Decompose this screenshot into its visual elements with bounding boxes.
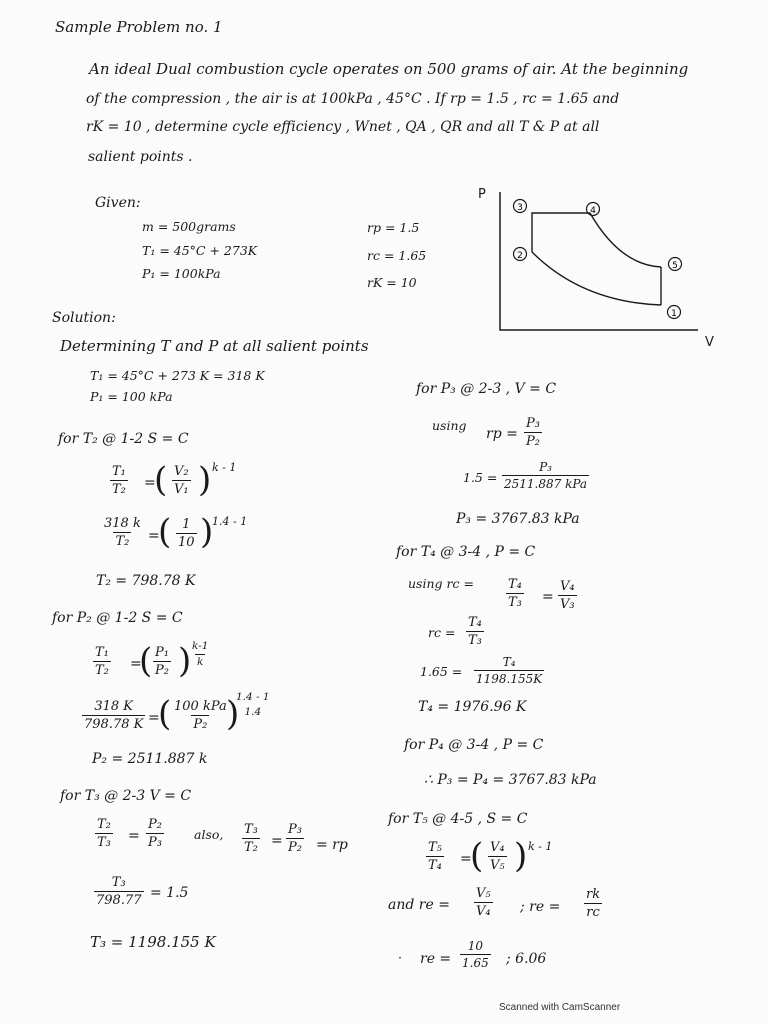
- t1-calc: T₁ = 45°C + 273 K = 318 K: [90, 368, 265, 383]
- t2-frac-2: $\frac{\text{V₂}}{\text{V₁}}$: [174, 464, 189, 497]
- p2-exponent: $\frac{k-1}{k}$: [192, 640, 209, 668]
- t5-re-label-2: ·: [398, 950, 402, 965]
- t2-paren-close: ): [198, 460, 212, 500]
- t4-rc-label: rc =: [428, 625, 456, 640]
- t2-paren-open-2: (: [158, 512, 172, 552]
- p2-frac-4: 100 kPa P₂: [174, 699, 227, 732]
- p2-frac-1: $\frac{\text{T₁}}{\text{T₂}}$: [95, 645, 109, 678]
- given-p1: P₁ = 100kPa: [142, 266, 221, 281]
- p4-result: ∴ P₃ = P₄ = 3767.83 kPa: [424, 772, 597, 788]
- p2-paren-open-2: (: [158, 694, 172, 734]
- p2-paren-open: (: [139, 641, 153, 681]
- t3-also: also,: [194, 827, 224, 842]
- axis-p-label: P: [478, 187, 486, 202]
- t5-frac-2: $\frac{\text{V₄}}{\text{V₅}}$: [490, 840, 505, 873]
- problem-line-1: An ideal Dual combustion cycle operates on 500 grams of air. At the beginning: [89, 60, 689, 78]
- pv-heat-addition: [532, 213, 590, 252]
- p3-heading: for P₃ @ 2-3 , V = C: [416, 381, 557, 397]
- p2-paren-close: ): [178, 641, 192, 681]
- t3-frac-2: $\frac{\text{P₂}}{\text{P₃}}$: [148, 817, 162, 850]
- t2-frac-1: $\frac{\text{T₁}}{\text{T₂}}$: [112, 464, 126, 497]
- t5-paren-close: ): [514, 836, 528, 876]
- given-rc: rc = 1.65: [367, 248, 427, 263]
- pv-compression: [532, 252, 661, 305]
- problem-line-2: of the compression , the air is at 100kPa , 45°C . If rp = 1.5 , rc = 1.65 and: [86, 91, 620, 107]
- t4-heading: for T₄ @ 3-4 , P = C: [396, 544, 536, 560]
- t3-frac-4: $\frac{\text{P₃}}{\text{P₂}}$: [288, 822, 302, 855]
- t2-frac-4: $\frac{1}{10}$: [178, 517, 195, 550]
- p2-heading: for P₂ @ 1-2 S = C: [52, 610, 183, 626]
- t5-frac-3: $\frac{\text{V₅}}{\text{V₄}}$: [476, 886, 491, 919]
- p1-calc: P₁ = 100 kPa: [90, 389, 173, 404]
- t2-paren-open: (: [154, 460, 168, 500]
- t2-result: T₂ = 798.78 K: [96, 573, 196, 589]
- t5-result: ; 6.06: [506, 951, 547, 967]
- p3-rp-label: rp =: [486, 426, 518, 442]
- pv-diagram: [470, 180, 730, 350]
- page-title: Sample Problem no. 1: [55, 18, 223, 36]
- t5-paren-open: (: [470, 836, 484, 876]
- t3-eq: =: [128, 828, 140, 844]
- problem-line-3: rK = 10 , determine cycle efficiency , Wnet , QA , QR and all T & P at all: [86, 119, 600, 135]
- state-point-4: [587, 203, 600, 217]
- t4-frac-2: $\frac{\text{V₄}}{\text{V₃}}$: [560, 579, 575, 612]
- t3-heading: for T₃ @ 2-3 V = C: [60, 788, 192, 804]
- t4-eq-2: 1.65 =: [420, 664, 463, 679]
- t2-eq-2: =: [148, 528, 160, 544]
- t5-re-label-3: re =: [420, 951, 452, 967]
- p4-heading: for P₄ @ 3-4 , P = C: [404, 737, 544, 753]
- p3-frac-1: $\frac{\text{P₃}}{\text{P₂}}$: [526, 416, 540, 449]
- t5-eq: =: [460, 851, 472, 867]
- given-label: Given:: [95, 195, 141, 211]
- svg-text:5: 5: [672, 261, 678, 271]
- given-rk: rK = 10: [367, 275, 417, 290]
- t4-frac-3: $\frac{\text{T₄}}{\text{T₃}}$: [468, 615, 482, 648]
- p2-exponent-2: 1.4 - 1 1.4: [236, 691, 270, 718]
- t3-frac-1: $\frac{\text{T₂}}{\text{T₃}}$: [97, 817, 111, 850]
- t3-frac-3: $\frac{\text{T₃}}{\text{T₂}}$: [244, 822, 258, 855]
- t4-eq: =: [542, 589, 554, 605]
- svg-text:3: 3: [517, 203, 523, 213]
- p3-result: P₃ = 3767.83 kPa: [456, 511, 580, 527]
- svg-text:1: 1: [671, 309, 677, 319]
- p2-result: P₂ = 2511.887 k: [92, 751, 208, 767]
- state-point-1: [668, 306, 681, 320]
- pv-expansion: [590, 213, 661, 267]
- p3-using: using: [432, 418, 467, 433]
- t5-heading: for T₅ @ 4-5 , S = C: [388, 811, 528, 827]
- t3-eq-2: =: [271, 833, 283, 849]
- t4-frac-1: $\frac{\text{T₄}}{\text{T₃}}$: [508, 577, 522, 610]
- t2-frac-3: $\frac{318 k}{\text{T₂}}$: [104, 516, 141, 549]
- t2-heading: for T₂ @ 1-2 S = C: [58, 431, 189, 447]
- t5-re-label: ; re =: [520, 899, 561, 915]
- given-mass: m = 500grams: [142, 219, 236, 234]
- state-point-2: [514, 248, 527, 262]
- given-t1: T₁ = 45°C + 273K: [142, 243, 258, 258]
- scanner-footer: Scanned with CamScanner: [499, 1002, 621, 1013]
- p3-frac-2: P₃ 2511.887 kPa: [504, 460, 588, 491]
- t4-frac-4: $\frac{\text{T₄}}{1198.155K}$: [476, 655, 543, 686]
- p2-frac-2: $\frac{\text{P₁}}{\text{P₂}}$: [155, 645, 169, 678]
- t4-result: T₄ = 1976.96 K: [418, 699, 527, 715]
- t5-and-re: and re =: [388, 897, 450, 913]
- state-point-5: [669, 258, 682, 272]
- t5-frac-5: $\frac{10}{1.65}$: [462, 939, 489, 970]
- t5-frac-1: $\frac{\text{T₅}}{\text{T₄}}$: [428, 840, 442, 873]
- t3-equals-value: = 1.5: [150, 885, 189, 901]
- t5-frac-4: $\frac{rk}{rc}$: [586, 887, 601, 920]
- axis-v-label: V: [705, 335, 714, 350]
- solution-heading: Determining T and P at all salient points: [60, 337, 369, 355]
- solution-label: Solution:: [52, 310, 116, 326]
- t2-paren-close-2: ): [200, 512, 214, 552]
- p2-eq: =: [130, 656, 142, 672]
- p2-eq-2: =: [148, 710, 160, 726]
- p2-frac-3: $\frac{318 K}{798.78 K}$: [84, 699, 144, 732]
- t3-equals-rp: = rp: [316, 837, 348, 853]
- t4-using-rc: using rc =: [408, 576, 474, 591]
- state-point-3: [514, 200, 527, 214]
- t3-frac-5: $\frac{\text{T₃}}{798.77}$: [96, 875, 142, 908]
- t5-exponent: k - 1: [528, 840, 553, 853]
- given-rp: rp = 1.5: [367, 220, 420, 235]
- p2-paren-close-2: ): [226, 694, 240, 734]
- p3-eq: 1.5 =: [463, 470, 498, 485]
- svg-text:4: 4: [590, 206, 596, 216]
- t2-exponent-2: 1.4 - 1: [212, 515, 248, 528]
- t2-eq: =: [144, 475, 156, 491]
- t2-exponent: k - 1: [212, 461, 237, 474]
- svg-text:2: 2: [517, 251, 523, 261]
- problem-line-4: salient points .: [88, 149, 193, 165]
- t3-result: T₃ = 1198.155 K: [90, 933, 216, 951]
